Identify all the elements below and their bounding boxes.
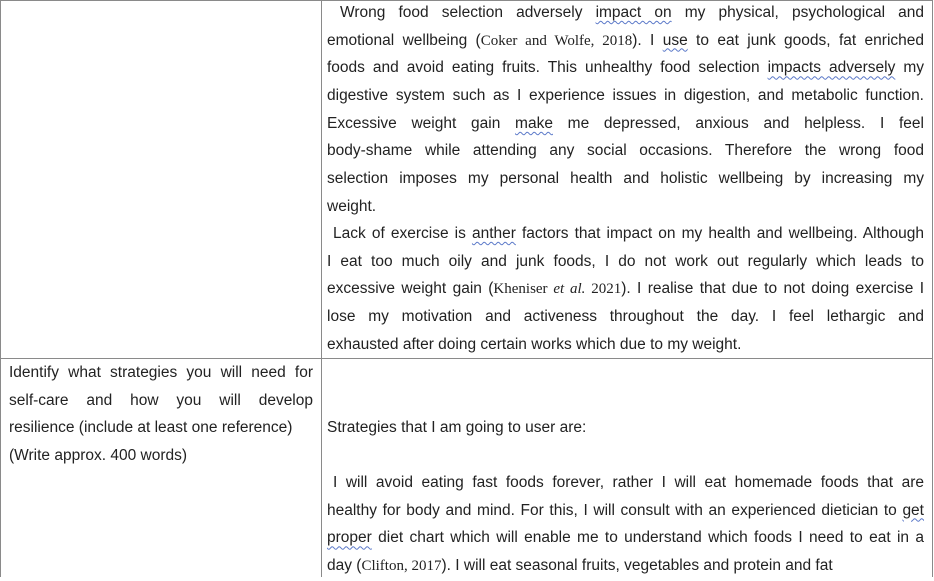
- text-line: proper diet chart which will enable me to understand which foods I need to eat in a: [327, 529, 924, 547]
- table-column-divider: [321, 0, 322, 577]
- table-border-right: [932, 0, 933, 577]
- spellcheck-underlined-word: use: [662, 31, 688, 49]
- paragraph-wrong-food-selection: [327, 0, 924, 221]
- text-line: excessive weight gain (Kheniser et al. 2021). I realise that due to not doing exercise I: [327, 280, 925, 298]
- text-line: healthy for body and mind. For this, I will consult with an experienced dietician to get: [327, 501, 924, 519]
- strategies-intro-text: Strategies that I am going to user are:: [327, 419, 587, 436]
- text-line: lose my motivation and activeness throughout the day. I feel lethargic and: [327, 308, 924, 326]
- prompt-line: resilience (include at least one reference): [9, 419, 293, 437]
- spellcheck-underlined-word: make: [515, 114, 553, 132]
- prompt-line: Identify what strategies you will need for: [9, 364, 313, 381]
- text-line: exhausted after doing certain works which due to my weight.: [327, 335, 742, 353]
- citation: Clifton, 2017: [361, 558, 442, 575]
- paragraph-lack-of-exercise: [327, 220, 924, 358]
- table-border-left: [0, 0, 1, 577]
- paragraph-strategies: [327, 469, 924, 580]
- text-line: I eat too much oily and junk foods, I do not work out regularly which leads to: [327, 252, 924, 270]
- spellcheck-underlined-word: impact on: [595, 4, 672, 21]
- spellcheck-underlined-word: impacts adversely: [767, 59, 896, 77]
- text-line: selection imposes my personal health and holistic wellbeing by increasing my: [327, 170, 924, 188]
- spellcheck-underlined-word: proper: [327, 529, 372, 547]
- text-line: Wrong food selection adversely impact on my physical, psychological and: [340, 4, 925, 21]
- text-line: foods and avoid eating fruits. This unhealthy food selection impacts adversely my: [327, 59, 924, 77]
- citation: Coker and Wolfe, 2018: [480, 32, 633, 49]
- question-prompt: [9, 359, 313, 470]
- text-line: weight.: [327, 197, 377, 215]
- citation: Kheniser et al. 2021: [493, 281, 622, 298]
- text-line: I will avoid eating fast foods forever, rather I will eat homemade foods that are: [333, 474, 924, 491]
- text-line: day (Clifton, 2017). I will eat seasonal fruits, vegetables and protein and fat: [327, 557, 833, 575]
- spellcheck-underlined-word: get: [902, 501, 924, 519]
- text-line: digestive system such as I experience issues in digestion, and metabolic function.: [327, 87, 924, 105]
- text-line: emotional wellbeing (Coker and Wolfe, 2018). I use to eat junk goods, fat enriched: [327, 31, 924, 49]
- text-line: Excessive weight gain make me depressed, anxious and helpless. I feel: [327, 114, 924, 132]
- prompt-line: (Write approx. 400 words): [9, 447, 188, 465]
- strategies-intro: [327, 414, 924, 442]
- spellcheck-underlined-word: anther: [471, 225, 516, 242]
- text-line: body-shame while attending any social occasions. Therefore the wrong food: [327, 142, 924, 160]
- text-line: Lack of exercise is anther factors that impact on my health and wellbeing. Although: [333, 225, 925, 242]
- prompt-line: self-care and how you will develop: [9, 391, 313, 409]
